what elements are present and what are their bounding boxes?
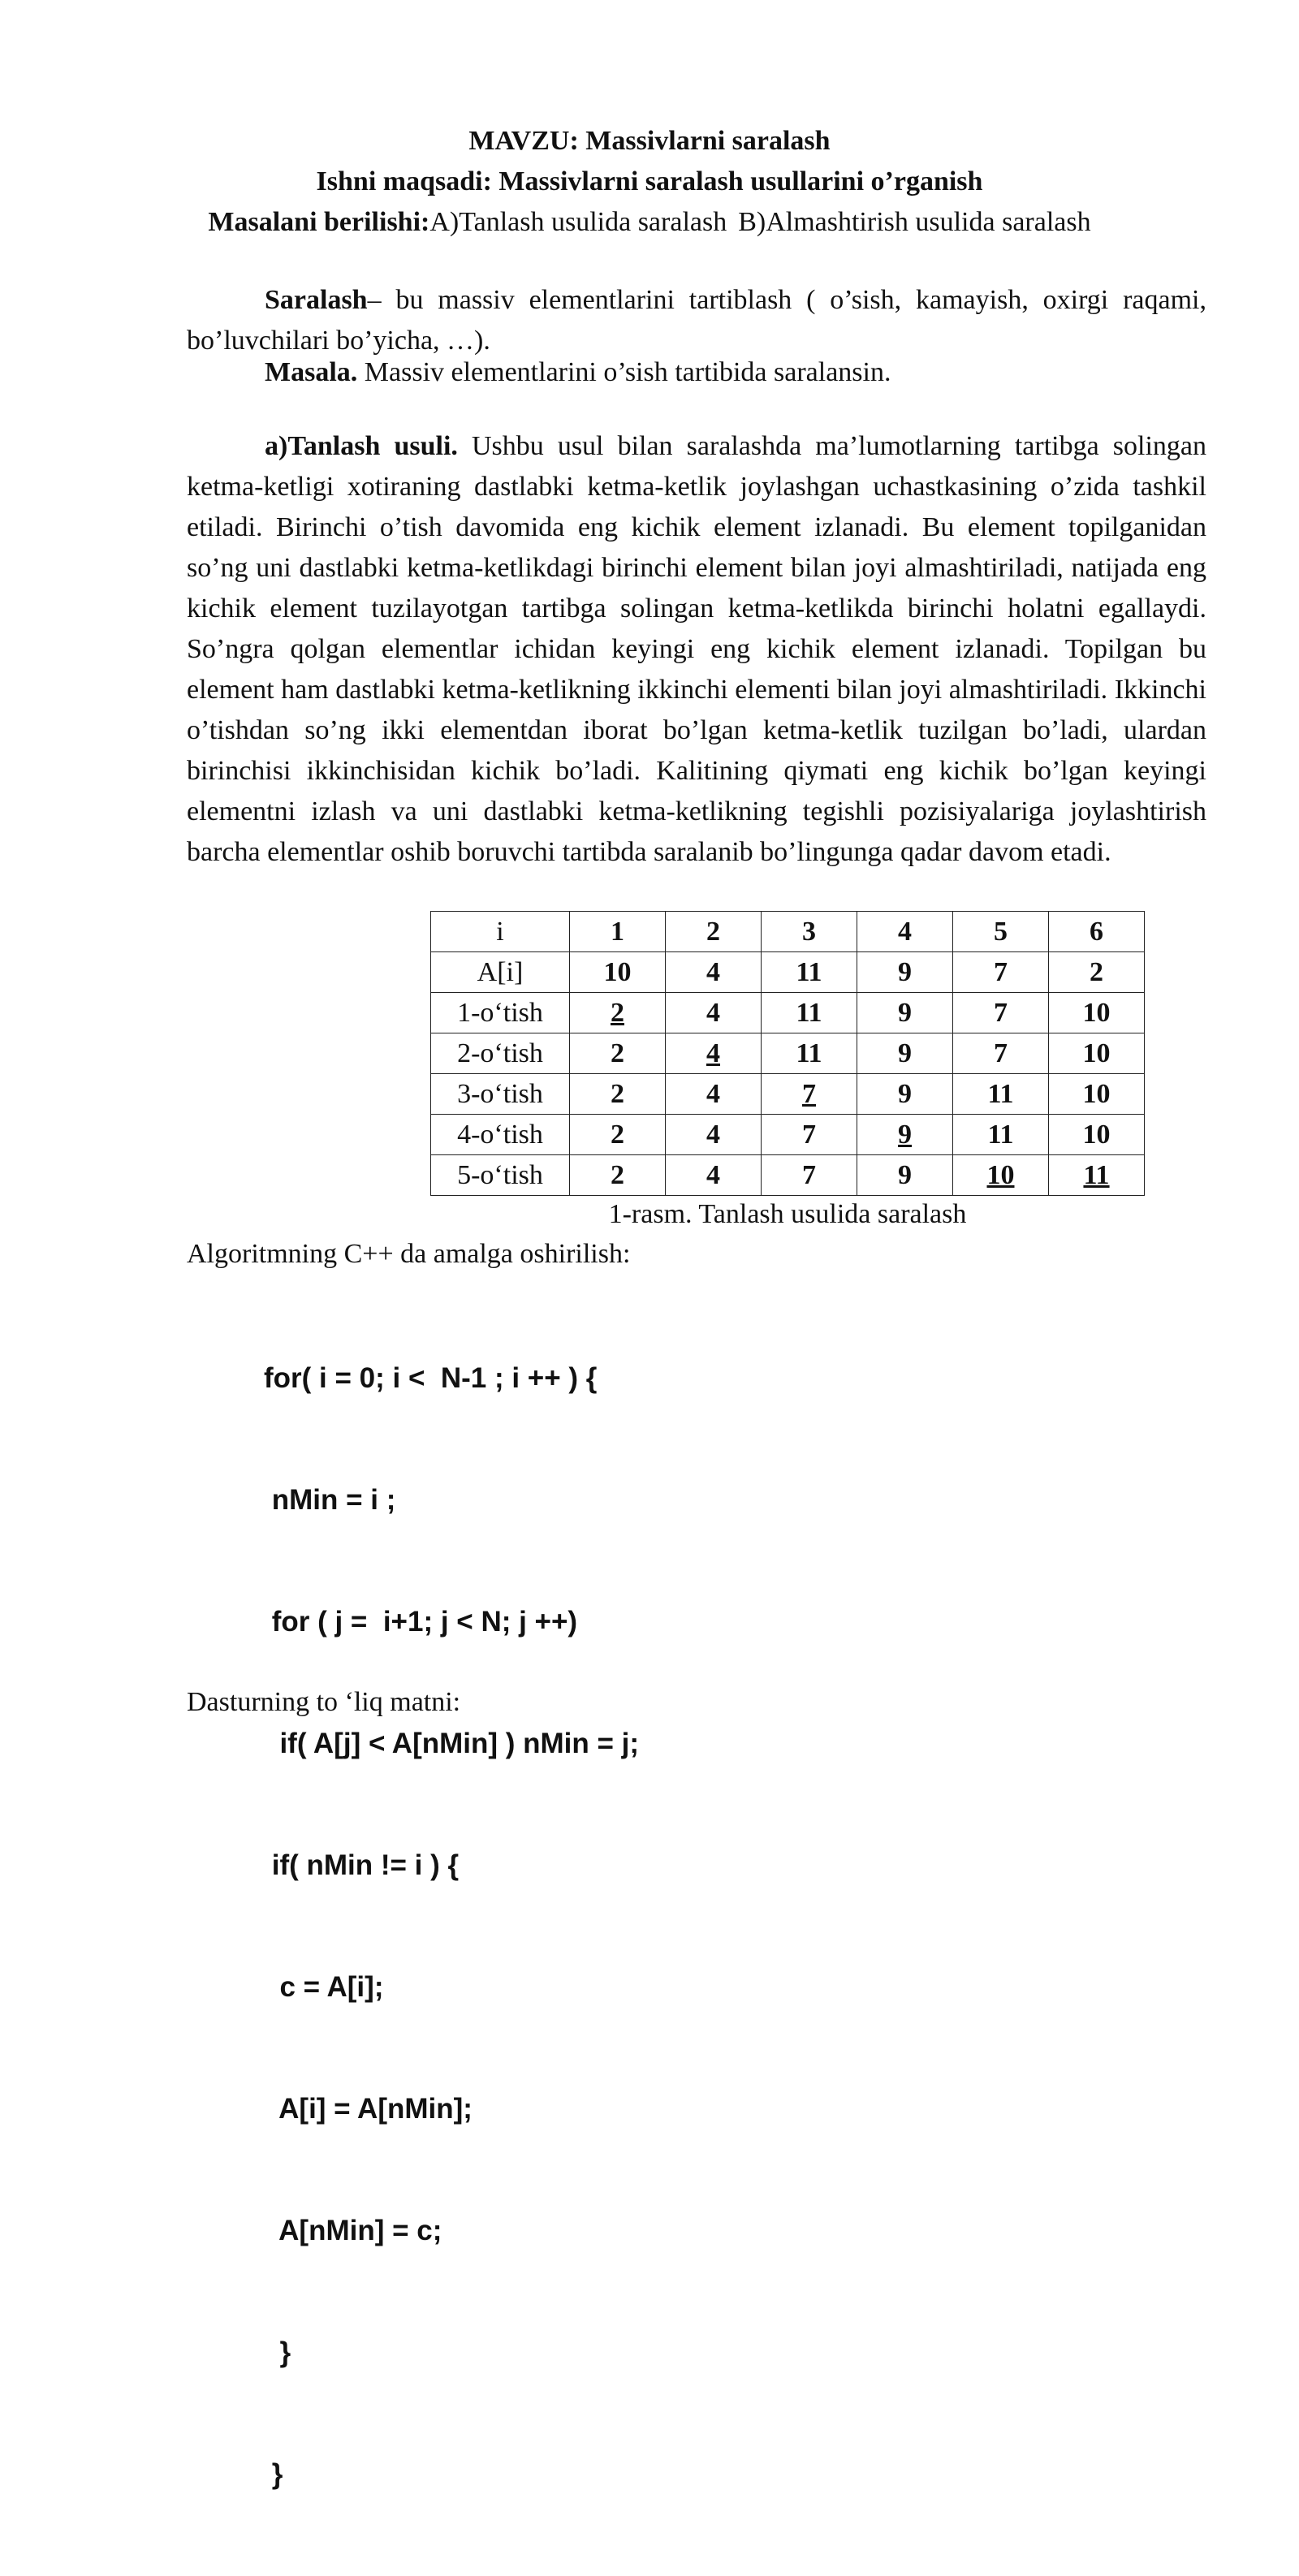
task-label: Masalani berilishi: (208, 207, 430, 237)
table-cell: 10 (1049, 1033, 1145, 1074)
table-header-row (431, 912, 1145, 952)
table-cell: 4-o‘tish (431, 1115, 570, 1155)
table-cell: 2 (570, 1155, 666, 1196)
table-cell-highlighted: 9 (857, 1115, 953, 1155)
table-cell: 7 (762, 1155, 857, 1196)
table-cell: 1-o‘tish (431, 993, 570, 1033)
table-cell: 7 (953, 1033, 1049, 1074)
code-line: for( i = 0; i < N-1 ; i ++ ) { (264, 1362, 598, 1394)
table-cell: 5-o‘tish (431, 1155, 570, 1196)
table-cell: 11 (953, 1115, 1049, 1155)
table-cell: 4 (666, 952, 762, 993)
table-row (431, 993, 1145, 1033)
table-cell: 1 (570, 912, 666, 952)
code-line: A[i] = A[nMin]; (264, 2093, 473, 2125)
masala-statement (187, 352, 1206, 393)
table-cell: 4 (666, 993, 762, 1033)
table-cell: 11 (762, 993, 857, 1033)
table-cell: 2 (570, 1033, 666, 1074)
code-line: for ( j = i+1; j < N; j ++) (264, 1606, 578, 1638)
code-line: } (264, 2458, 283, 2490)
code-line: nMin = i ; (264, 1484, 396, 1516)
table-cell-highlighted: 2 (570, 993, 666, 1033)
table-cell: 4 (857, 912, 953, 952)
saralash-term: Saralash (265, 285, 368, 315)
table-cell: 9 (857, 1074, 953, 1115)
table-cell: 2 (570, 1115, 666, 1155)
task-part-b: B)Almashtirish usulida saralash (738, 207, 1091, 237)
selection-sort-table (430, 911, 1145, 1196)
table-cell-highlighted: 11 (1049, 1155, 1145, 1196)
table-cell: 7 (953, 952, 1049, 993)
code-line: A[nMin] = c; (264, 2215, 442, 2246)
table-cell: 2 (666, 912, 762, 952)
table-cell: 3-o‘tish (431, 1074, 570, 1115)
code-line: if( A[j] < A[nMin] ) nMin = j; (264, 1728, 640, 1759)
saralash-text: – bu massiv elementlarini tartiblash ( o’sish, kamayish, oxirgi raqami, bo’luvchilari bo’yicha, …). (187, 285, 1206, 356)
goal-heading: Ishni maqsadi: Massivlarni saralash usullarini o’rganish (316, 166, 983, 196)
table-cell: A[i] (431, 952, 570, 993)
page-title: MAVZU: Massivlarni saralash (468, 126, 831, 156)
table-row (431, 1115, 1145, 1155)
algorithm-intro: Algoritmning C++ da amalga oshirilish: (187, 1239, 631, 1269)
task-part-a: A)Tanlash usulida saralash (429, 207, 727, 237)
table-cell: 11 (953, 1074, 1049, 1115)
tanlash-term: a)Tanlash usuli. (265, 431, 458, 461)
table-cell-highlighted: 7 (762, 1074, 857, 1115)
table-cell: 2-o‘tish (431, 1033, 570, 1074)
table-cell: 10 (1049, 1074, 1145, 1115)
table-cell: 6 (1049, 912, 1145, 952)
code-line: } (264, 2337, 291, 2368)
masala-text: Massiv elementlarini o’sish tartibida saralansin. (357, 357, 891, 387)
table-cell: 9 (857, 952, 953, 993)
table-caption: 1-rasm. Tanlash usulida saralash (608, 1199, 967, 1229)
code-block (264, 1277, 639, 2576)
code-line: c = A[i]; (264, 1971, 384, 2003)
table-cell: 4 (666, 1155, 762, 1196)
table-cell: 11 (762, 952, 857, 993)
table-cell: 2 (570, 1074, 666, 1115)
table-cell: 9 (857, 1033, 953, 1074)
code-line: if( nMin != i ) { (264, 1849, 460, 1881)
table-cell: i (431, 912, 570, 952)
table-cell-highlighted: 10 (953, 1155, 1049, 1196)
table-row (431, 952, 1145, 993)
tanlash-description (187, 426, 1206, 873)
full-text-label: Dasturning to ‘liq matni: (187, 1687, 461, 1717)
table-row (431, 1033, 1145, 1074)
table-cell: 7 (953, 993, 1049, 1033)
tanlash-text: Ushbu usul bilan saralashda ma’lumotlarning tartibga solingan ketma-ketligi xotiraning dastlabki ketma-ketlik joylashgan uchastkasining o’zida tashkil etiladi. Birinchi o’tish davomida eng kichik element izlanadi. Bu element topilganidan so’ng uni dastlabki ketma-ketlikdagi birinchi element bilan joyi almashtiriladi, natijada eng kichik element tuzilayotgan tartibga solingan ketma-ketlikda birinchi holatni egallaydi. So’ngra qolgan elementlar ichidan keyingi eng kichik element izlanadi. Topilgan bu element ham dastlabki ketma-ketlikning ikkinchi elementi bilan joyi almashtiriladi. Ikkinchi o’tishdan so’ng ikki elementdan iborat bo’lgan ketma-ketlik tuzilgan bo’ladi, ulardan birinchisi ikkinchisidan kichik bo’ladi. Kalitining qiymati eng kichik bo’lgan keyingi elementni izlash va uni dastlabki ketma-ketlikning tegishli pozisiyalariga joylashtirish barcha elementlar oshib boruvchi tartibda saralanib bo’lingunga qadar davom etadi. (187, 431, 1206, 867)
table-cell: 10 (1049, 1115, 1145, 1155)
table-cell: 3 (762, 912, 857, 952)
table-cell: 5 (953, 912, 1049, 952)
table-row (431, 1074, 1145, 1115)
table-row (431, 1155, 1145, 1196)
table-cell: 4 (666, 1074, 762, 1115)
table-cell: 9 (857, 1155, 953, 1196)
table-cell: 4 (666, 1115, 762, 1155)
table-cell: 10 (1049, 993, 1145, 1033)
table-cell: 9 (857, 993, 953, 1033)
masala-term: Masala. (265, 357, 358, 387)
table-cell: 10 (570, 952, 666, 993)
table-cell-highlighted: 4 (666, 1033, 762, 1074)
table-cell: 2 (1049, 952, 1145, 993)
task-statement (0, 204, 1299, 241)
table-cell: 11 (762, 1033, 857, 1074)
table-cell: 7 (762, 1115, 857, 1155)
saralash-definition (187, 280, 1206, 361)
